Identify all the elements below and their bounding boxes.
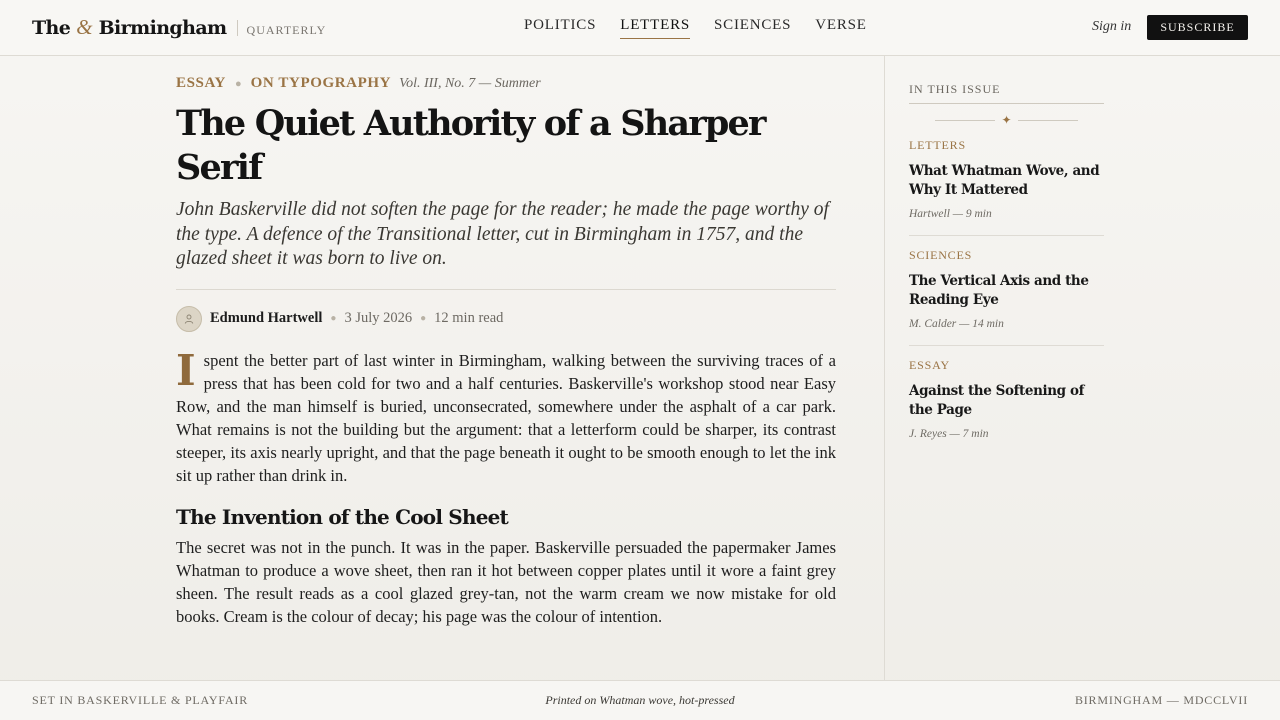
star-ornament-icon: ✦ xyxy=(1001,113,1012,127)
issue-sidebar xyxy=(909,56,1104,455)
site-footer xyxy=(0,680,1280,720)
brand-ampersand: & xyxy=(76,15,93,39)
nav-verse[interactable]: VERSE xyxy=(815,17,867,33)
article-title: The Quiet Authority of a Sharper Serif xyxy=(176,103,765,188)
footer-imprint: BIRMINGHAM — MDCCLVII xyxy=(1074,693,1248,707)
article-dek: John Baskerville did not soften the page for the reader; he made the page worthy of the type. A defence of the Transitional letter, cut in Birmingham in 1757, and the glazed sheet it was born to live on. xyxy=(176,199,829,269)
story-title[interactable]: Against the Softening of the Page xyxy=(909,383,1084,418)
story-title[interactable]: The Vertical Axis and the Reading Eye xyxy=(909,273,1089,308)
byline xyxy=(176,306,836,332)
paragraph-text: spent the better part of last winter in Birmingham, walking between the surviving traces of a press that has been cold for two and a half centuries. Baskerville's workshop stood near Easy Row, and the man himself is buried, unconsecrated, somewhere under the asphalt of a car park. What remains is not the building but the argument: that a letterform could be sharper, its contrast steeper, its axis nearly upright, and that the page beneath it ought to be smooth enough to let the ink sit up rather than drink in. xyxy=(176,350,836,485)
story-category: SCIENCES xyxy=(909,248,973,262)
article-paragraph: The secret was not in the punch. It was in the paper. Baskerville persuaded the papermaker James Whatman to produce a wove sheet, then ran it hot between copper plates until it wore a faint grey sheen. The result reads as a cool glazed grey-tan, not the warm cream we now mistake for old books. Cream is the colour of decay; his page was the colour of intention. xyxy=(176,537,836,626)
article-paragraph xyxy=(176,345,836,487)
story-meta: Hartwell — 9 min xyxy=(909,208,992,220)
story-category: ESSAY xyxy=(909,358,950,372)
site-header xyxy=(0,0,1280,56)
footer-typeset-note: SET IN BASKERVILLE & PLAYFAIR xyxy=(32,693,249,707)
story-meta: M. Calder — 14 min xyxy=(909,318,1004,330)
site-logo[interactable] xyxy=(32,15,326,40)
kicker-category-typography[interactable]: ON TYPOGRAPHY xyxy=(250,75,392,91)
sidebar-heading: IN THIS ISSUE xyxy=(909,82,1104,104)
drop-cap: I xyxy=(176,345,196,395)
article xyxy=(176,56,836,628)
nav-letters[interactable]: LETTERS xyxy=(620,17,690,39)
sidebar-story[interactable] xyxy=(909,346,1104,455)
subscribe-button[interactable]: SUBSCRIBE xyxy=(1147,15,1248,40)
article-kicker xyxy=(176,75,836,92)
story-meta: J. Reyes — 7 min xyxy=(909,428,989,440)
sidebar-story[interactable] xyxy=(909,236,1104,346)
sidebar-ornament xyxy=(909,114,1104,126)
user-icon xyxy=(183,313,195,325)
kicker-dot-icon: ● xyxy=(234,78,242,90)
story-title[interactable]: What Whatman Wove, and Why It Mattered xyxy=(909,163,1100,198)
byline-dot-icon: ● xyxy=(420,313,427,324)
ornament-line xyxy=(1018,120,1078,121)
author-avatar[interactable] xyxy=(176,306,202,332)
byline-dot-icon: ● xyxy=(330,313,337,324)
publish-date: 3 July 2026 xyxy=(344,310,413,326)
read-time: 12 min read xyxy=(434,310,504,326)
brand-subtitle: QUARTERLY xyxy=(246,23,327,37)
kicker-category-essay[interactable]: ESSAY xyxy=(176,75,226,91)
nav-politics[interactable]: POLITICS xyxy=(524,17,597,33)
sidebar-story[interactable] xyxy=(909,126,1104,236)
brand-divider xyxy=(237,20,238,36)
section-heading: The Invention of the Cool Sheet xyxy=(176,504,508,529)
issue-volume: Vol. III, No. 7 — Summer xyxy=(399,76,541,91)
sign-in-link[interactable]: Sign in xyxy=(1092,19,1132,34)
brand-word-birmingham: Birmingham xyxy=(98,17,227,39)
footer-paper-note: Printed on Whatman wove, hot-pressed xyxy=(545,693,735,707)
story-category: LETTERS xyxy=(909,138,966,152)
ornament-line xyxy=(935,120,995,121)
article-divider xyxy=(176,289,836,290)
nav-sciences[interactable]: SCIENCES xyxy=(714,17,792,33)
brand-word-the: The xyxy=(32,17,71,39)
author-name[interactable]: Edmund Hartwell xyxy=(210,310,323,326)
main-nav xyxy=(524,17,891,39)
sidebar-divider xyxy=(884,56,885,680)
